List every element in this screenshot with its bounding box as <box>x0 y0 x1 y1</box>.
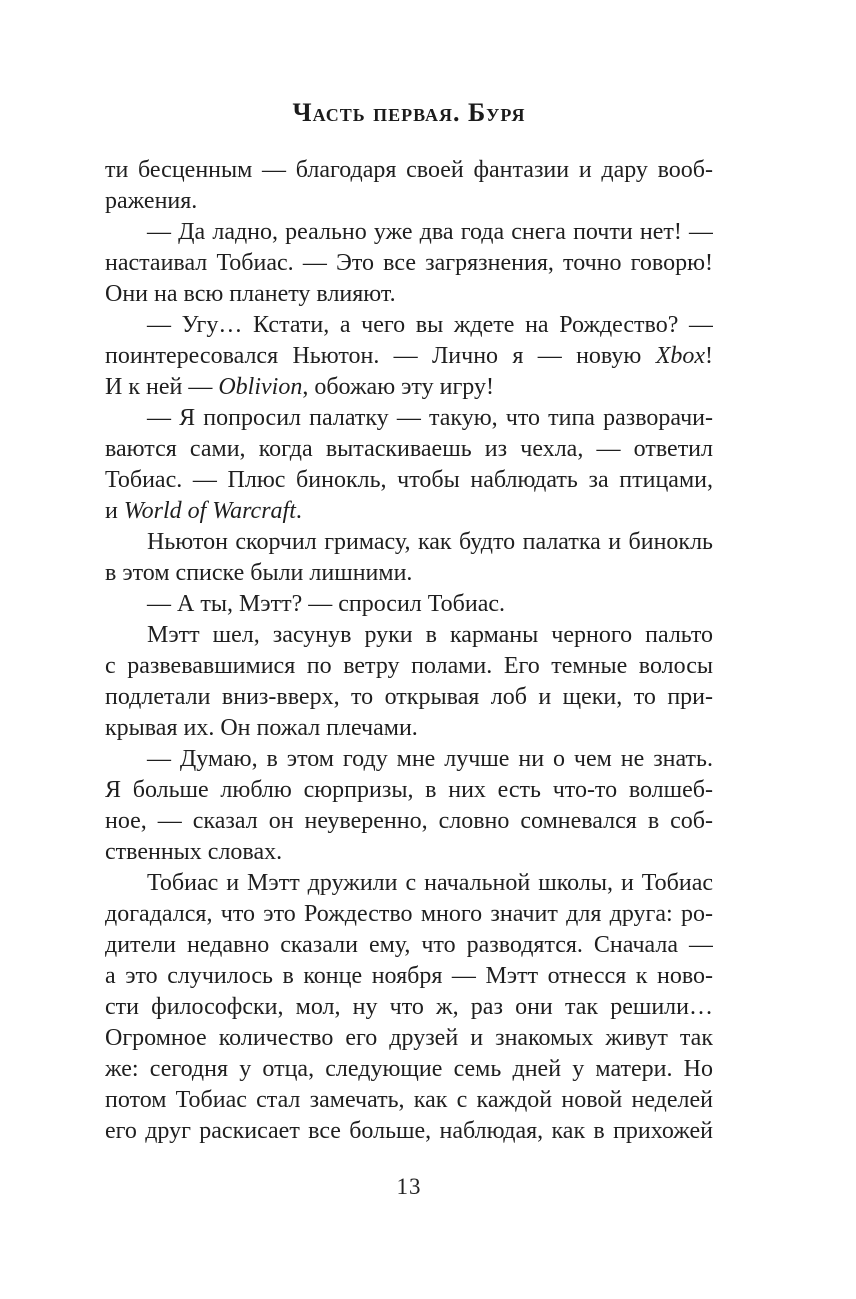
text-line <box>105 1054 713 1085</box>
body-text: ! <box>705 343 713 369</box>
body-text: догадался, что это Рождество много значит для друга: ро- <box>105 901 713 927</box>
text-line <box>105 341 713 372</box>
body-text: ваются сами, когда вытаскиваешь из чехла, — ответил <box>105 436 713 462</box>
text-line <box>105 496 713 527</box>
text-line <box>105 775 713 806</box>
paragraph <box>105 620 713 744</box>
body-text: Ньютон скорчил гримасу, как будто палатка и бинокль <box>147 529 713 555</box>
body-text: — Я попросил палатку — такую, что типа разворачи- <box>147 405 713 431</box>
paragraph <box>105 868 713 1147</box>
text-line <box>105 217 713 248</box>
paragraph <box>105 403 713 527</box>
body-text: поинтересовался Ньютон. — Лично я — новую <box>105 343 656 369</box>
body-text: Я больше люблю сюрпризы, в них есть что-то волшеб- <box>105 777 713 803</box>
text-line <box>105 527 713 558</box>
text-line <box>105 651 713 682</box>
body-text: в этом списке были лишними. <box>105 560 413 586</box>
body-text: же: сегодня у отца, следующие семь дней у матери. Но <box>105 1056 713 1082</box>
body-text: ственных словах. <box>105 839 283 865</box>
text-line <box>105 465 713 496</box>
text-line <box>105 434 713 465</box>
body-text: настаивал Тобиас. — Это все загрязнения, точно говорю! <box>105 250 713 276</box>
body-text: И к ней — <box>105 374 219 400</box>
body-text: и <box>105 498 124 524</box>
text-line <box>105 620 713 651</box>
paragraph <box>105 310 713 403</box>
text-line <box>105 899 713 930</box>
text-line <box>105 992 713 1023</box>
body-text: Они на всю планету влияют. <box>105 281 396 307</box>
body-text: Тобиас. — Плюс бинокль, чтобы наблюдать за птицами, <box>105 467 713 493</box>
body-text: Тобиас и Мэтт дружили с начальной школы, и Тобиас <box>147 870 713 896</box>
body-text: крывая их. Он пожал плечами. <box>105 715 418 741</box>
text-line <box>105 961 713 992</box>
body-text: сти философски, мол, ну что ж, раз они так решили… <box>105 994 713 1020</box>
body-text: потом Тобиас стал замечать, как с каждой новой неделей <box>105 1087 713 1113</box>
italic-title-text: Xbox <box>655 343 705 369</box>
text-line <box>105 744 713 775</box>
body-text: — А ты, Мэтт? — спросил Тобиас. <box>147 591 505 617</box>
paragraph <box>105 155 713 217</box>
chapter-header: Часть первая. Буря <box>292 98 526 127</box>
body-text: . <box>295 498 302 524</box>
body-text: — Да ладно, реально уже два года снега почти нет! — <box>147 219 713 245</box>
body-text: дители недавно сказали ему, что разводятся. Сначала — <box>105 932 713 958</box>
page-number: 13 <box>396 1174 422 1199</box>
paragraph <box>105 217 713 310</box>
text-line <box>105 372 713 403</box>
body-text: — Думаю, в этом году мне лучше ни о чем не знать. <box>147 746 713 772</box>
body-text: ное, — сказал он неуверенно, словно сомневался в соб- <box>105 808 713 834</box>
text-line <box>105 930 713 961</box>
paragraph <box>105 744 713 868</box>
text-line <box>105 155 713 186</box>
text-line <box>105 1023 713 1054</box>
body-text: подлетали вниз-вверх, то открывая лоб и щеки, то при- <box>105 684 713 710</box>
paragraph <box>105 589 713 620</box>
text-line <box>105 186 713 217</box>
page-body <box>105 155 713 1147</box>
text-line <box>105 310 713 341</box>
text-line <box>105 806 713 837</box>
text-line <box>105 403 713 434</box>
italic-title-text: World of Warcraft <box>123 498 296 524</box>
text-line <box>105 589 713 620</box>
text-line <box>105 558 713 589</box>
body-text: с развевавшимися по ветру полами. Его темные волосы <box>105 653 713 679</box>
body-text: — Угу… Кстати, а чего вы ждете на Рождество? — <box>147 312 713 338</box>
text-line <box>105 1085 713 1116</box>
body-text: а это случилось в конце ноября — Мэтт отнесся к ново- <box>105 963 713 989</box>
text-line <box>105 868 713 899</box>
text-line <box>105 248 713 279</box>
text-line <box>105 1116 713 1147</box>
body-text: его друг раскисает все больше, наблюдая, как в прихожей <box>105 1118 713 1144</box>
text-line <box>105 713 713 744</box>
text-line <box>105 682 713 713</box>
text-line <box>105 279 713 310</box>
paragraph <box>105 527 713 589</box>
italic-title-text: Oblivion <box>218 374 303 400</box>
text-line <box>105 837 713 868</box>
text-column <box>105 97 713 1201</box>
body-text: Мэтт шел, засунув руки в карманы черного пальто <box>147 622 713 648</box>
body-text: Огромное количество его друзей и знакомых живут так <box>105 1025 713 1051</box>
body-text: ти бесценным — благодаря своей фантазии и дару вооб- <box>105 157 713 183</box>
body-text: ражения. <box>105 188 198 214</box>
body-text: , обожаю эту игру! <box>302 374 494 400</box>
